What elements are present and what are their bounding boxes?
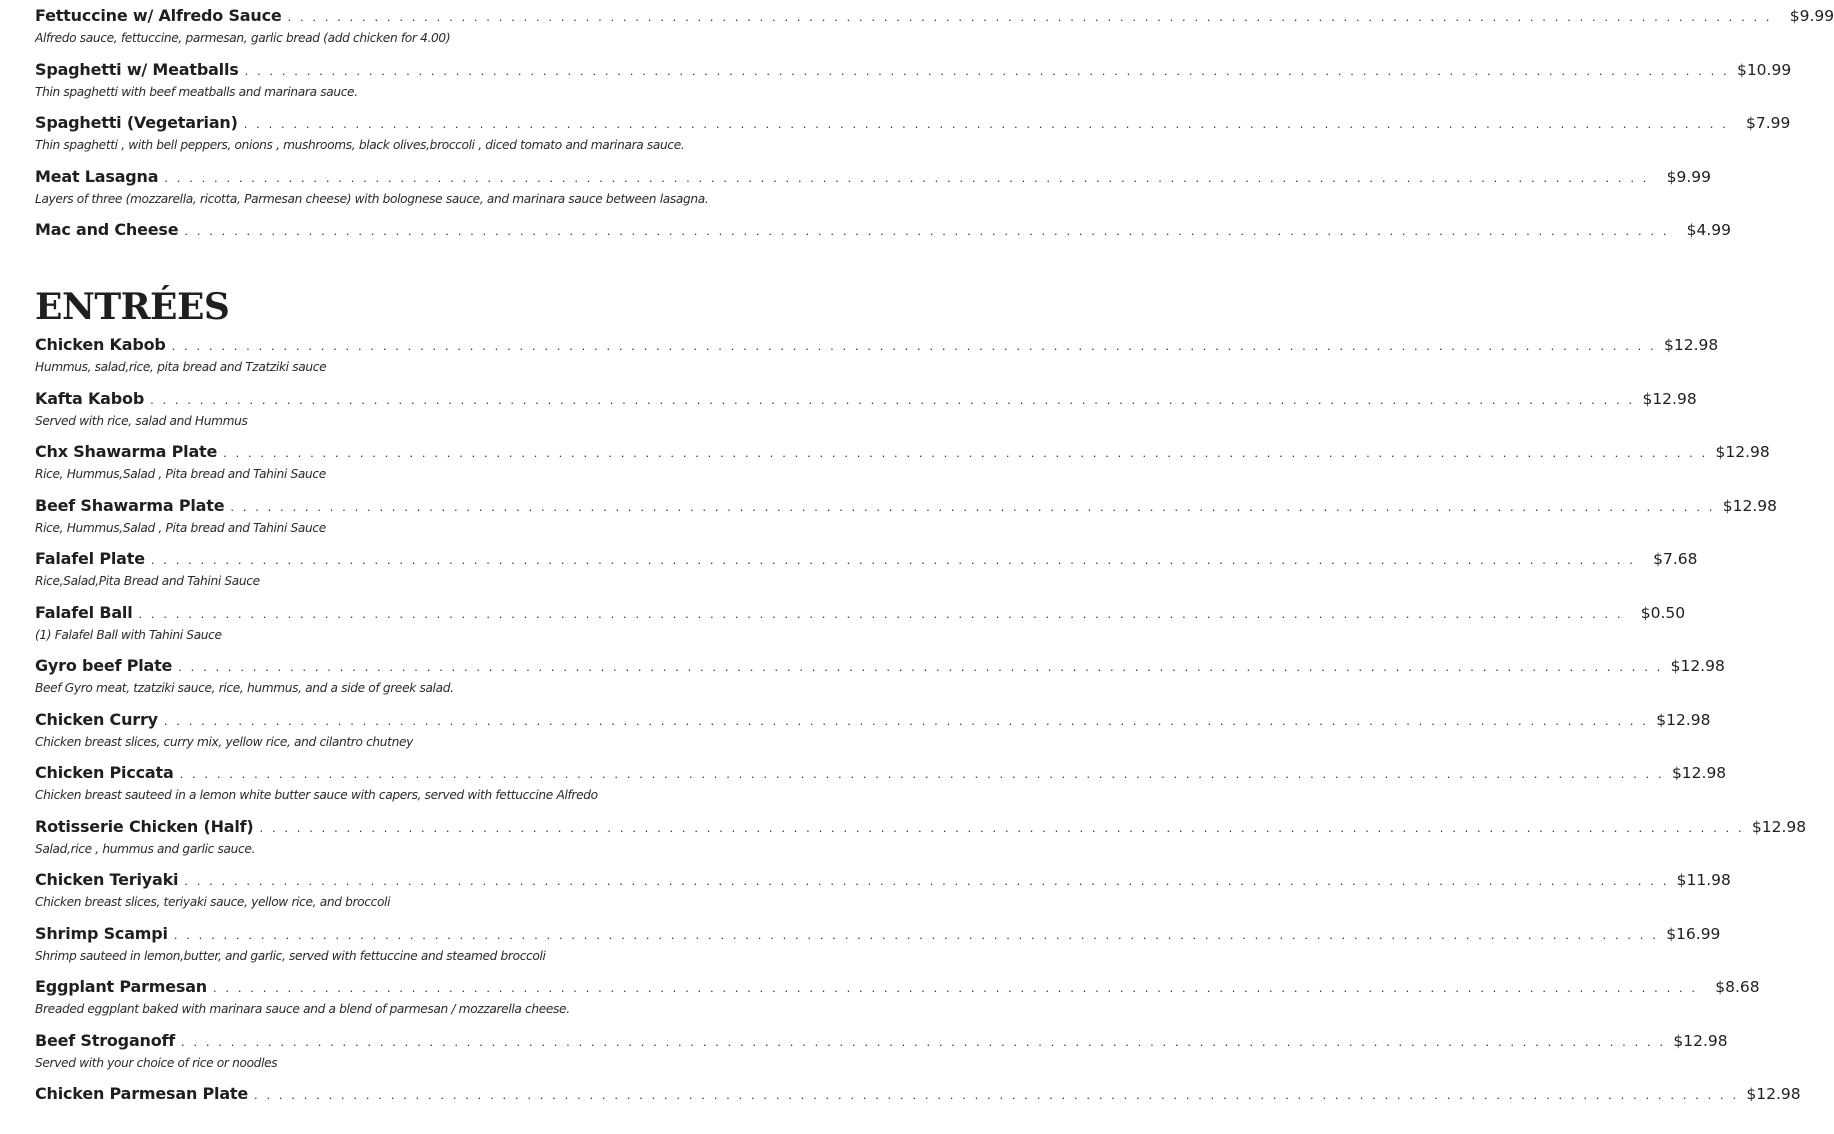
menu-item-description: Served with your choice of rice or noodles	[35, 1055, 278, 1070]
dot-leader: . . . . . . . . . . . . . . . . . . . . . . . . . . . . . . . . . . . . . . . . . . . . . . . . . . . . . . . . . . . . . . . . . . . . . . . . . . . . . . . . . . . . . . . . . . . . . . . . . . . . . . . . . . . . . . . . . . . . . . . .	[150, 391, 1635, 407]
menu-item	[35, 492, 1777, 546]
menu-item-row	[35, 813, 1807, 841]
pasta-list	[35, 2, 1834, 270]
menu-item-description: Chicken breast slices, teriyaki sauce, yellow rice, and broccoli	[35, 895, 391, 909]
menu-item-name: Gyro beef Plate	[35, 656, 173, 675]
menu-item	[35, 545, 1698, 599]
menu-item	[35, 1080, 1801, 1134]
menu-item-price: $12.98	[1746, 1085, 1801, 1103]
menu-item	[35, 438, 1770, 492]
menu-item	[35, 109, 1791, 163]
menu-item-row	[35, 920, 1721, 948]
section-title-entrees: ENTRÉES	[35, 286, 230, 328]
menu-item-price: $9.99	[1789, 7, 1834, 25]
dot-leader: . . . . . . . . . . . . . . . . . . . . . . . . . . . . . . . . . . . . . . . . . . . . . . . . . . . . . . . . . . . . . . . . . . . . . . . . . . . . . . . . . . . . . . . . . . . . . . . . . . . . . . . . . . . . . . . . . . . . . . . .	[178, 659, 1663, 674]
menu-item-row	[35, 331, 1719, 359]
menu-item-description: Chicken breast slices, curry mix, yellow rice, and cilantro chutney	[35, 734, 413, 749]
menu-item-name: Eggplant Parmesan	[35, 977, 207, 996]
menu-item-price: $12.98	[1751, 817, 1807, 836]
menu-item-row	[35, 652, 1725, 680]
menu-item-price: $16.99	[1666, 924, 1721, 943]
menu-item	[35, 706, 1711, 760]
menu-item	[35, 866, 1731, 920]
menu-item-name: Chicken Teriyaki	[35, 870, 179, 889]
menu-item-description: Rice,Salad,Pita Bread and Tahini Sauce	[35, 574, 260, 588]
menu-item-price: $12.98	[1722, 496, 1777, 515]
menu-item	[35, 163, 1711, 217]
menu-item-description: Beef Gyro meat, tzatziki sauce, rice, hummus, and a side of greek salad.	[35, 681, 454, 695]
menu-item-price: $10.99	[1736, 60, 1792, 79]
menu-item-description: Thin spaghetti , with bell peppers, onions , mushrooms, black olives,broccoli , diced tomato and marinara sauce.	[35, 138, 685, 152]
menu-item	[35, 813, 1807, 867]
menu-item-price: $12.98	[1664, 336, 1719, 354]
menu-item	[35, 973, 1760, 1027]
menu-item-row	[35, 492, 1777, 520]
menu-item-description: Salad,rice , hummus and garlic sauce.	[35, 841, 256, 856]
menu-item-name: Chicken Parmesan Plate	[35, 1084, 249, 1103]
menu-item-price: $12.98	[1671, 764, 1727, 782]
menu-item-name: Beef Stroganoff	[35, 1030, 176, 1050]
menu-item	[35, 56, 1792, 110]
menu-item-price: $11.98	[1676, 871, 1731, 889]
menu-item-row	[35, 866, 1731, 894]
menu-item-description: (1) Falafel Ball with Tahini Sauce	[35, 627, 222, 642]
menu-item-row	[35, 163, 1711, 191]
menu-item-price: $9.99	[1666, 167, 1711, 186]
menu-item-name: Falafel Plate	[35, 549, 145, 568]
dot-leader: . . . . . . . . . . . . . . . . . . . . . . . . . . . . . . . . . . . . . . . . . . . . . . . . . . . . . . . . . . . . . . . . . . . . . . . . . . . . . . . . . . . . . . . . . . . . . . . . . . . . . . . . . . . . . . . . . . . . . . . .	[171, 338, 1657, 353]
dot-leader: . . . . . . . . . . . . . . . . . . . . . . . . . . . . . . . . . . . . . . . . . . . . . . . . . . . . . . . . . . . . . . . . . . . . . . . . . . . . . . . . . . . . . . . . . . . . . . . . . . . . . . . . . . . . . . . . . . . . . . . .	[254, 1087, 1739, 1102]
dot-leader: . . . . . . . . . . . . . . . . . . . . . . . . . . . . . . . . . . . . . . . . . . . . . . . . . . . . . . . . . . . . . . . . . . . . . . . . . . . . . . . . . . . . . . . . . . . . . . . . . . . . . . . . . . . . . . . . . . . . . . . .	[243, 116, 1729, 131]
menu-item-name: Rotisserie Chicken (Half)	[35, 816, 254, 836]
menu-item-row	[35, 109, 1791, 137]
menu-item-name: Fettuccine w/ Alfredo Sauce	[35, 6, 282, 25]
menu-item-name: Chx Shawarma Plate	[35, 442, 218, 461]
menu-item-row	[35, 973, 1760, 1001]
menu-item-price: $12.98	[1670, 657, 1725, 675]
dot-leader: . . . . . . . . . . . . . . . . . . . . . . . . . . . . . . . . . . . . . . . . . . . . . . . . . . . . . . . . . . . . . . . . . . . . . . . . . . . . . . . . . . . . . . . . . . . . . . . . . . . . . . . . . . . . . . . . . . . . . . . .	[230, 498, 1715, 514]
menu-item	[35, 385, 1697, 439]
menu-item-name: Mac and Cheese	[35, 220, 179, 239]
dot-leader: . . . . . . . . . . . . . . . . . . . . . . . . . . . . . . . . . . . . . . . . . . . . . . . . . . . . . . . . . . . . . . . . . . . . . . . . . . . . . . . . . . . . . . . . . . . . . . . . . . . . . . . . . . . . . . . . . . . . . . . .	[184, 223, 1670, 238]
menu-item	[35, 599, 1686, 653]
dot-leader: . . . . . . . . . . . . . . . . . . . . . . . . . . . . . . . . . . . . . . . . . . . . . . . . . . . . . . . . . . . . . . . . . . . . . . . . . . . . . . . . . . . . . . . . . . . . . . . . . . . . . . . . . . . . . . . . . . . . . . . .	[138, 605, 1624, 621]
menu-item-row	[35, 599, 1686, 627]
menu-item-price: $0.50	[1640, 603, 1686, 622]
menu-item	[35, 331, 1719, 385]
dot-leader: . . . . . . . . . . . . . . . . . . . . . . . . . . . . . . . . . . . . . . . . . . . . . . . . . . . . . . . . . . . . . . . . . . . . . . . . . . . . . . . . . . . . . . . . . . . . . . . . . . . . . . . . . . . . . . . . . . . . . . . .	[259, 819, 1745, 835]
dot-leader: . . . . . . . . . . . . . . . . . . . . . . . . . . . . . . . . . . . . . . . . . . . . . . . . . . . . . . . . . . . . . . . . . . . . . . . . . . . . . . . . . . . . . . . . . . . . . . . . . . . . . . . . . . . . . . . . . . . . . . . .	[184, 873, 1669, 888]
menu-item-name: Spaghetti w/ Meatballs	[35, 59, 239, 79]
menu-item-name: Meat Lasagna	[35, 166, 159, 186]
entrees-list	[35, 331, 1807, 1134]
menu-item-price: $8.68	[1715, 978, 1760, 996]
menu-item-price: $12.98	[1673, 1031, 1728, 1050]
dot-leader: . . . . . . . . . . . . . . . . . . . . . . . . . . . . . . . . . . . . . . . . . . . . . . . . . . . . . . . . . . . . . . . . . . . . . . . . . . . . . . . . . . . . . . . . . . . . . . . . . . . . . . . . . . . . . . . . . . . . . . . .	[150, 552, 1636, 567]
menu-item-price: $7.68	[1653, 550, 1698, 568]
menu-item	[35, 759, 1727, 813]
menu-item-row	[35, 2, 1834, 30]
menu-item-name: Spaghetti (Vegetarian)	[35, 113, 238, 132]
dot-leader: . . . . . . . . . . . . . . . . . . . . . . . . . . . . . . . . . . . . . . . . . . . . . . . . . . . . . . . . . . . . . . . . . . . . . . . . . . . . . . . . . . . . . . . . . . . . . . . . . . . . . . . . . . . . . . . . . . . . . . . .	[179, 766, 1665, 781]
menu-item-row	[35, 56, 1792, 84]
menu-item-description: Alfredo sauce, fettuccine, parmesan, garlic bread (add chicken for 4.00)	[35, 31, 451, 45]
menu-item-row	[35, 1080, 1801, 1108]
menu-item-row	[35, 385, 1697, 413]
dot-leader: . . . . . . . . . . . . . . . . . . . . . . . . . . . . . . . . . . . . . . . . . . . . . . . . . . . . . . . . . . . . . . . . . . . . . . . . . . . . . . . . . . . . . . . . . . . . . . . . . . . . . . . . . . . . . . . . . . . . . . . .	[244, 62, 1730, 78]
menu-item-description: Shrimp sauteed in lemon,butter, and garlic, served with fettuccine and steamed broccoli	[35, 948, 546, 963]
menu-item-price: $7.99	[1745, 114, 1791, 132]
menu-item-row	[35, 216, 1732, 244]
menu-item	[35, 652, 1725, 706]
menu-item-description: Served with rice, salad and Hummus	[35, 413, 248, 428]
menu-item-name: Chicken Curry	[35, 709, 158, 729]
menu-item-price: $12.98	[1642, 389, 1697, 408]
dot-leader: . . . . . . . . . . . . . . . . . . . . . . . . . . . . . . . . . . . . . . . . . . . . . . . . . . . . . . . . . . . . . . . . . . . . . . . . . . . . . . . . . . . . . . . . . . . . . . . . . . . . . . . . . . . . . . . . . . . . . . . .	[213, 980, 1698, 995]
menu-item-description: Layers of three (mozzarella, ricotta, Parmesan cheese) with bolognese sauce, and marinara sauce between lasagna.	[35, 191, 709, 206]
dot-leader: . . . . . . . . . . . . . . . . . . . . . . . . . . . . . . . . . . . . . . . . . . . . . . . . . . . . . . . . . . . . . . . . . . . . . . . . . . . . . . . . . . . . . . . . . . . . . . . . . . . . . . . . . . . . . . . . . . . . . . . .	[173, 926, 1659, 942]
dot-leader: . . . . . . . . . . . . . . . . . . . . . . . . . . . . . . . . . . . . . . . . . . . . . . . . . . . . . . . . . . . . . . . . . . . . . . . . . . . . . . . . . . . . . . . . . . . . . . . . . . . . . . . . . . . . . . . . . . . . . . . .	[163, 712, 1649, 728]
menu-item-row	[35, 759, 1727, 787]
menu-item-row	[35, 1027, 1728, 1055]
menu-item-description: Breaded eggplant baked with marinara sauce and a blend of parmesan / mozzarella cheese.	[35, 1002, 570, 1016]
dot-leader: . . . . . . . . . . . . . . . . . . . . . . . . . . . . . . . . . . . . . . . . . . . . . . . . . . . . . . . . . . . . . . . . . . . . . . . . . . . . . . . . . . . . . . . . . . . . . . . . . . . . . . . . . . . . . . . . . . . . . . . .	[287, 9, 1773, 24]
menu-item-price: $12.98	[1656, 710, 1711, 729]
menu-item-row	[35, 438, 1770, 466]
menu-item-description: Rice, Hummus,Salad , Pita bread and Tahini Sauce	[35, 520, 326, 535]
menu-item-row	[35, 545, 1698, 573]
menu-item-price: $4.99	[1686, 221, 1732, 239]
dot-leader: . . . . . . . . . . . . . . . . . . . . . . . . . . . . . . . . . . . . . . . . . . . . . . . . . . . . . . . . . . . . . . . . . . . . . . . . . . . . . . . . . . . . . . . . . . . . . . . . . . . . . . . . . . . . . . . . . . . . . . . .	[223, 445, 1708, 460]
menu-item	[35, 2, 1834, 56]
menu-item-description: Hummus, salad,rice, pita bread and Tzatziki sauce	[35, 360, 327, 374]
menu-item	[35, 216, 1732, 270]
menu-item-name: Shrimp Scampi	[35, 923, 168, 943]
menu-item-description: Chicken breast sauteed in a lemon white butter sauce with capers, served with fettuccine Alfredo	[35, 788, 598, 802]
menu-item-name: Beef Shawarma Plate	[35, 495, 225, 515]
menu-item-description: Thin spaghetti with beef meatballs and marinara sauce.	[35, 84, 358, 99]
dot-leader: . . . . . . . . . . . . . . . . . . . . . . . . . . . . . . . . . . . . . . . . . . . . . . . . . . . . . . . . . . . . . . . . . . . . . . . . . . . . . . . . . . . . . . . . . . . . . . . . . . . . . . . . . . . . . . . . . . . . . . . .	[164, 169, 1649, 185]
menu-item-price: $12.98	[1715, 443, 1770, 461]
menu-item	[35, 920, 1721, 974]
menu-item-name: Falafel Ball	[35, 602, 133, 622]
menu-item-name: Chicken Piccata	[35, 763, 174, 782]
menu-item	[35, 1027, 1728, 1081]
dot-leader: . . . . . . . . . . . . . . . . . . . . . . . . . . . . . . . . . . . . . . . . . . . . . . . . . . . . . . . . . . . . . . . . . . . . . . . . . . . . . . . . . . . . . . . . . . . . . . . . . . . . . . . . . . . . . . . . . . . . . . . .	[181, 1033, 1666, 1049]
menu-item-row	[35, 706, 1711, 734]
menu-item-description: Rice, Hummus,Salad , Pita bread and Tahini Sauce	[35, 467, 326, 481]
menu-item-name: Kafta Kabob	[35, 388, 145, 408]
menu-item-name: Chicken Kabob	[35, 335, 166, 354]
